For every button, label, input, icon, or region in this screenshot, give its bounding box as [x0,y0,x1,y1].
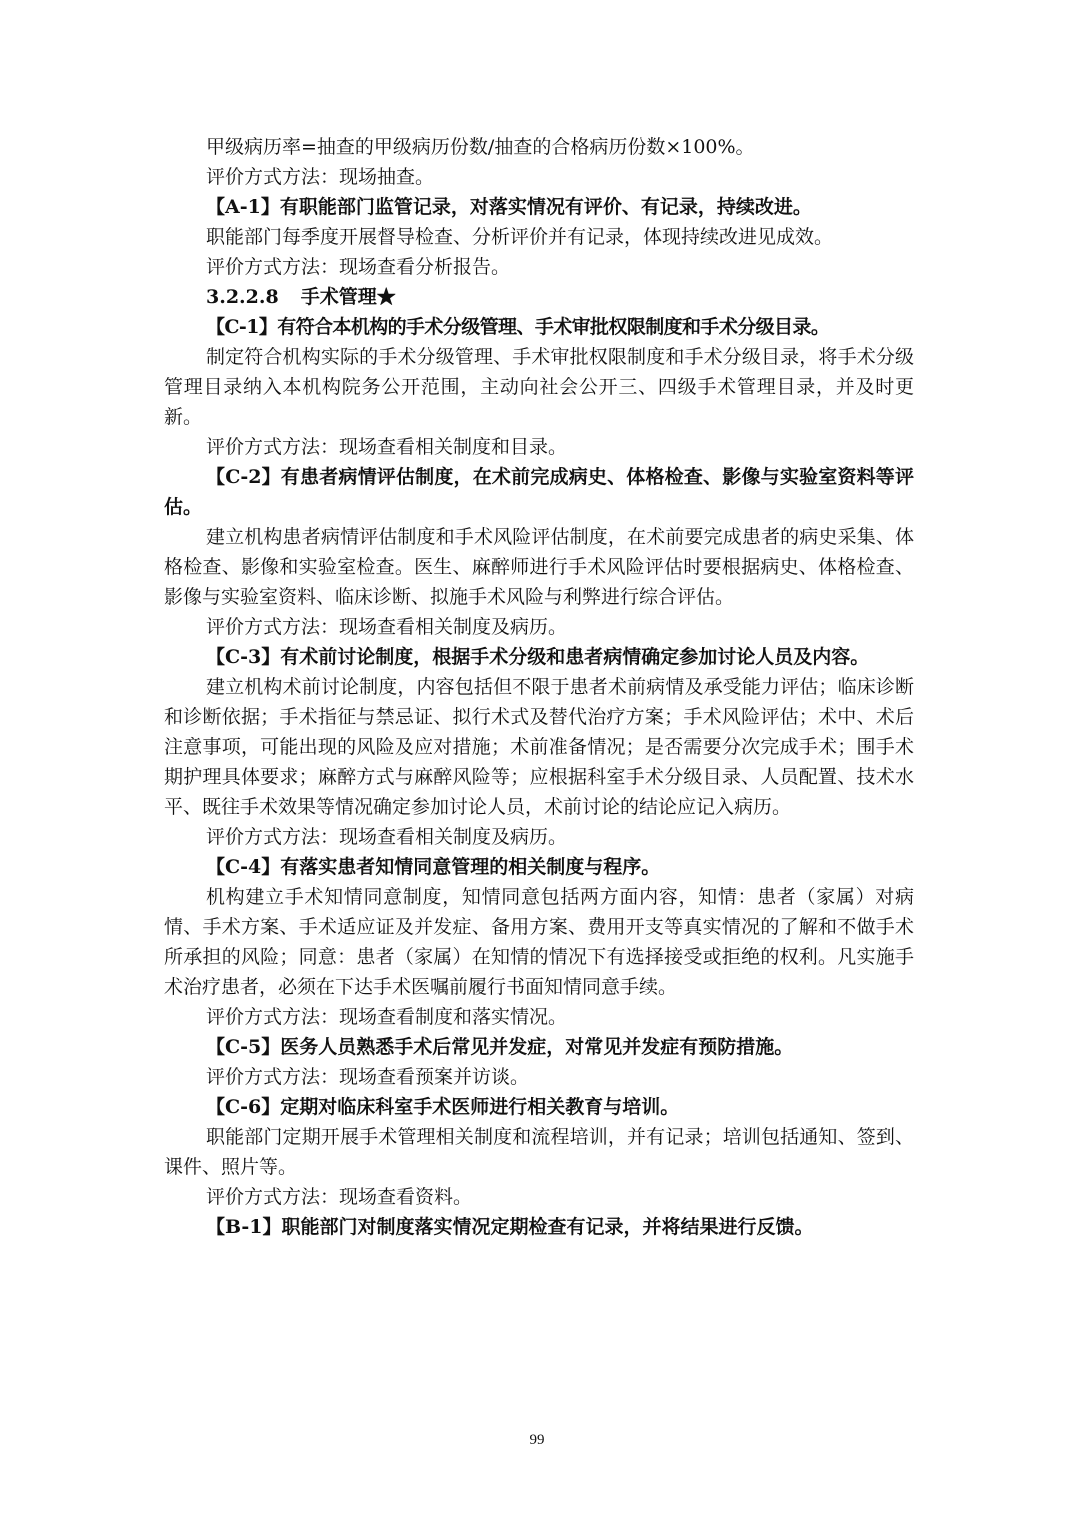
evaluation-method: 评价方式方法：现场查看资料。 [206,1186,473,1208]
criterion-c2: 【C-2】有患者病情评估制度，在术前完成病史、体格检查、影像与实验室资料等评估。 [164,466,914,518]
criterion-c4: 【C-4】有落实患者知情同意管理的相关制度与程序。 [206,856,661,878]
criterion-c1: 【C-1】有符合本机构的手术分级管理、手术审批权限制度和手术分级目录。 [206,316,830,338]
criterion-c5: 【C-5】医务人员熟悉手术后常见并发症，对常见并发症有预防措施。 [206,1036,794,1058]
evaluation-method: 评价方式方法：现场查看预案并访谈。 [206,1066,530,1088]
section-heading [164,282,914,312]
formula-text: 甲级病历率=抽查的甲级病历份数/抽查的合格病历份数×100%。 [206,136,755,158]
evaluation-method: 评价方式方法：现场查看相关制度及病历。 [206,616,568,638]
document-body [164,132,914,1242]
evaluation-method: 评价方式方法：现场抽查。 [206,166,435,188]
body-paragraph: 职能部门定期开展手术管理相关制度和流程培训，并有记录；培训包括通知、签到、课件、照片等。 [164,1126,914,1178]
body-paragraph: 机构建立手术知情同意制度，知情同意包括两方面内容，知情：患者（家属）对病情、手术方案、手术适应证及并发症、备用方案、费用开支等真实情况的了解和不做手术所承担的风险；同意：患者（家属）在知情的情况下有选择接受或拒绝的权利。凡实施手术治疗患者，必须在下达手术医嘱前履行书面知情同意手续。 [164,886,914,998]
evaluation-method: 评价方式方法：现场查看分析报告。 [206,256,511,278]
criterion-a1: 【A-1】有职能部门监管记录，对落实情况有评价、有记录，持续改进。 [206,196,812,218]
criterion-b1: 【B-1】职能部门对制度落实情况定期检查有记录，并将结果进行反馈。 [206,1216,814,1238]
evaluation-method: 评价方式方法：现场查看制度和落实情况。 [206,1006,568,1028]
evaluation-method: 评价方式方法：现场查看相关制度及病历。 [206,826,568,848]
criterion-c3: 【C-3】有术前讨论制度，根据手术分级和患者病情确定参加讨论人员及内容。 [206,646,870,668]
section-title: 手术管理★ [300,286,396,308]
body-paragraph: 建立机构术前讨论制度，内容包括但不限于患者术前病情及承受能力评估；临床诊断和诊断依据；手术指征与禁忌证、拟行术式及替代治疗方案；手术风险评估；术中、术后注意事项，可能出现的风险及应对措施；术前准备情况；是否需要分次完成手术；围手术期护理具体要求；麻醉方式与麻醉风险等；应根据科室手术分级目录、人员配置、技术水平、既往手术效果等情况确定参加讨论人员，术前讨论的结论应记入病历。 [164,676,914,818]
body-paragraph: 建立机构患者病情评估制度和手术风险评估制度，在术前要完成患者的病史采集、体格检查、影像和实验室检查。医生、麻醉师进行手术风险评估时要根据病史、体格检查、影像与实验室资料、临床诊断、拟施手术风险与利弊进行综合评估。 [164,526,914,608]
section-number: 3.2.2.8 [206,286,279,308]
body-paragraph: 制定符合机构实际的手术分级管理、手术审批权限制度和手术分级目录，将手术分级管理目录纳入本机构院务公开范围，主动向社会公开三、四级手术管理目录，并及时更新。 [164,346,914,428]
criterion-c6: 【C-6】定期对临床科室手术医师进行相关教育与培训。 [206,1096,680,1118]
body-paragraph: 职能部门每季度开展督导检查、分析评价并有记录，体现持续改进见成效。 [206,226,834,248]
page-number: 99 [529,1432,545,1448]
evaluation-method: 评价方式方法：现场查看相关制度和目录。 [206,436,568,458]
